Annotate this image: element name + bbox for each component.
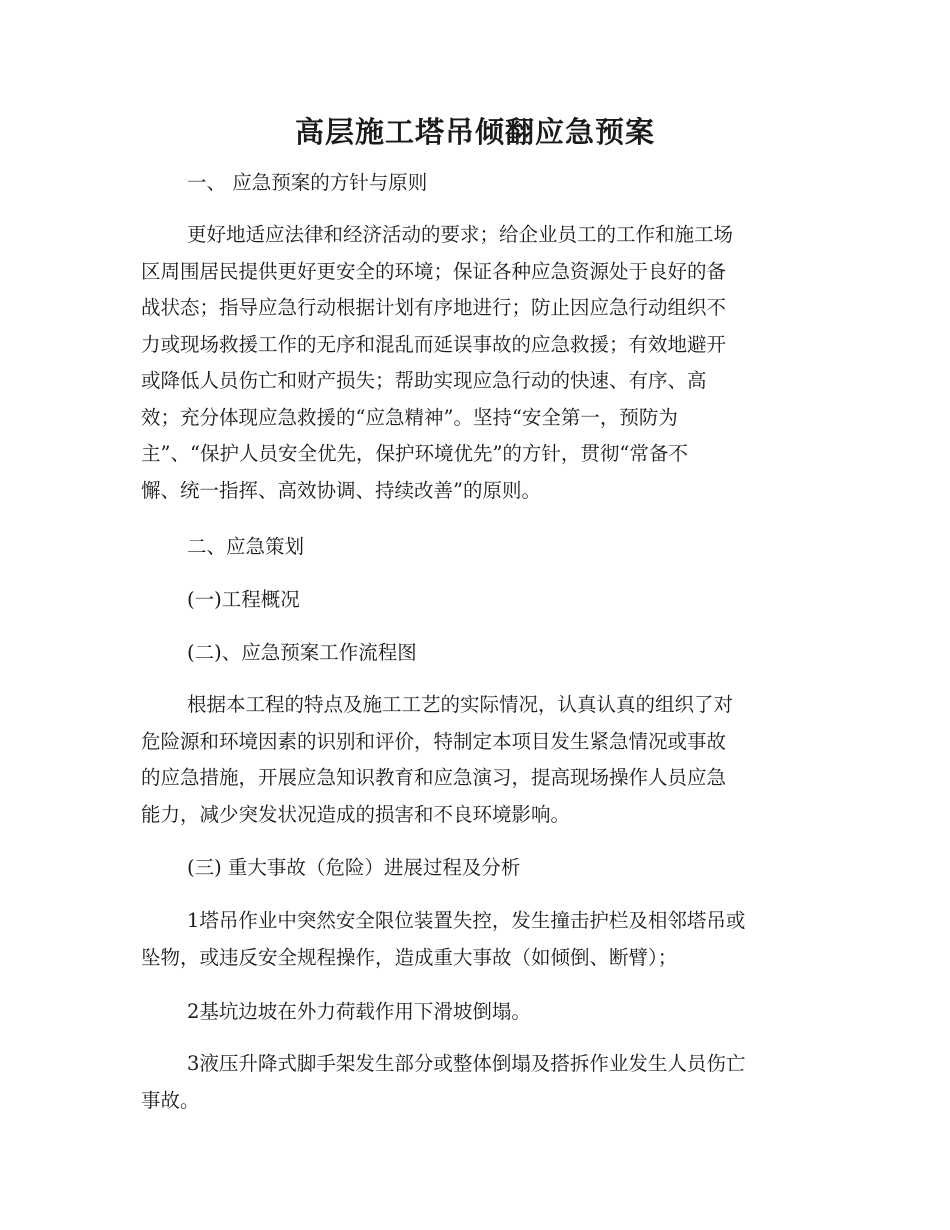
paragraph-line: 主”、“保护人员安全优先，保护环境优先”的方针，贯彻“常备不 (141, 442, 688, 465)
subsection-heading-analysis: (三) 重大事故（危险）进展过程及分析 (187, 856, 521, 879)
paragraph-line: 懈、统一指挥、高效协调、持续改善”的原则。 (141, 478, 541, 502)
paragraph-line: 事故。 (141, 1088, 200, 1112)
paragraph-line: 更好地适应法律和经济活动的要求；给企业员工的工作和施工场 (187, 223, 734, 246)
subsection-heading-flowchart: (二)、应急预案工作流程图 (187, 641, 417, 664)
paragraph-flowchart (141, 687, 809, 833)
list-item-3 (141, 1046, 809, 1119)
paragraph-line: 根据本工程的特点及施工工艺的实际情况，认真认真的组织了对 (187, 693, 734, 716)
paragraph-principles (141, 217, 809, 509)
section-heading-principles: 一、 应急预案的方针与原则 (187, 171, 428, 194)
paragraph-line: 1塔吊作业中突然安全限位装置失控，发生撞击护栏及相邻塔吊或 (187, 909, 746, 932)
paragraph-line: 效；充分体现应急救援的“应急精神”。坚持“安全第一，预防为 (141, 405, 678, 429)
paragraph-line: 3液压升降式脚手架发生部分或整体倒塌及搭拆作业发生人员伤亡 (187, 1052, 746, 1075)
paragraph-line: 的应急措施，开展应急知识教育和应急演习，提高现场操作人员应急 (141, 766, 727, 789)
paragraph-line: 坠物，或违反安全规程操作，造成重大事故（如倾倒、断臂）； (141, 945, 678, 969)
paragraph-line: 战状态；指导应急行动根据计划有序地进行；防止因应急行动组织不 (141, 296, 727, 319)
subsection-heading-overview: (一)工程概况 (187, 588, 300, 611)
paragraph-line: 2基坑边坡在外力荷载作用下滑坡倒塌。 (187, 1000, 531, 1023)
paragraph-line: 能力，减少突发状况造成的损害和不良环境影响。 (141, 802, 571, 826)
paragraph-line: 力或现场救援工作的无序和混乱而延误事故的应急救援；有效地避开 (141, 332, 727, 356)
paragraph-line: 危险源和环境因素的识别和评价，特制定本项目发生紧急情况或事故 (141, 729, 727, 753)
list-item-2 (141, 994, 809, 1031)
list-item-1 (141, 903, 809, 976)
section-heading-planning: 二、应急策划 (187, 535, 305, 558)
paragraph-line: 或降低人员伤亡和财产损失；帮助实现应急行动的快速、有序、高 (141, 369, 707, 392)
document-title: 高层施工塔吊倾翻应急预案 (294, 115, 655, 149)
paragraph-line: 区周围居民提供更好更安全的环境；保证各种应急资源处于良好的备 (141, 259, 727, 283)
